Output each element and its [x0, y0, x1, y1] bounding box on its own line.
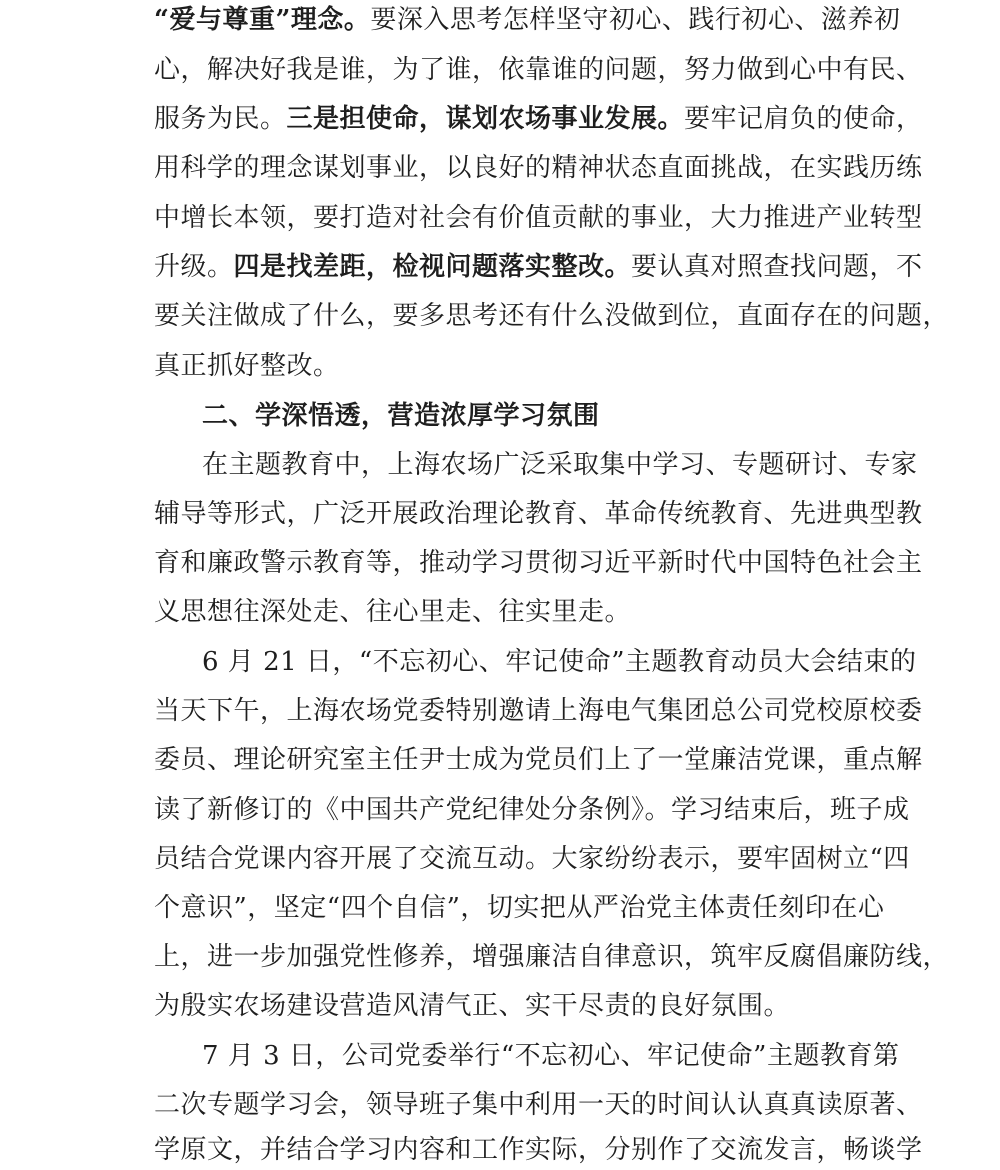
text-run: 要关注做成了什么，要多思考还有什么没做到位，直面存在的问题， — [154, 301, 950, 331]
bold-phrase: 三是担使命，谋划农场事业发展。 — [286, 104, 685, 134]
text-line-12 — [154, 543, 923, 583]
text-line-10 — [202, 445, 918, 485]
text-line-4 — [154, 148, 923, 188]
text-line-18 — [154, 839, 910, 879]
text-run: 心，解决好我是谁，为了谁，依靠谁的问题，努力做到心中有民、 — [154, 55, 923, 85]
text-run: 读了新修订的《中国共产党纪律处分条例》。学习结束后，班子成 — [154, 795, 910, 825]
text-line-19 — [154, 888, 885, 928]
section-heading — [202, 396, 600, 436]
text-line-5 — [154, 198, 923, 238]
text-run: 辅导等形式，广泛开展政治理论教育、革命传统教育、先进典型教 — [154, 499, 923, 529]
text-run: 要深入思考怎样坚守初心、践行初心、滋养初 — [370, 5, 901, 35]
text-line-24 — [154, 1130, 923, 1170]
text-run: 二次专题学习会，领导班子集中利用一天的时间认认真真读原著、 — [154, 1090, 923, 1120]
text-run: 中增长本领，要打造对社会有价值贡献的事业，大力推进产业转型 — [154, 203, 923, 233]
text-line-3 — [154, 99, 923, 139]
text-line-8 — [154, 346, 854, 386]
text-run: 育和廉政警示教育等，推动学习贯彻习近平新时代中国特色社会主 — [154, 548, 923, 578]
text-run: 在主题教育中，上海农场广泛采取集中学习、专题研讨、专家 — [202, 450, 918, 480]
text-line-22 — [202, 1036, 900, 1076]
text-run: 升级。 — [154, 252, 234, 282]
text-run: 上，进一步加强党性修养，增强廉洁自律意识，筑牢反腐倡廉防线， — [154, 942, 950, 972]
text-line-6 — [154, 247, 923, 287]
text-run: 要认真对照查找问题，不 — [631, 252, 923, 282]
bold-phrase: 四是找差距，检视问题落实整改。 — [233, 252, 632, 282]
text-run: 委员、理论研究室主任尹士成为党员们上了一堂廉洁党课，重点解 — [154, 745, 923, 775]
text-line-21 — [154, 986, 854, 1026]
text-run: 为殷实农场建设营造风清气正、实干尽责的良好氛围。 — [154, 991, 791, 1021]
text-line-23 — [154, 1085, 923, 1125]
heading-text: 二、学深悟透，营造浓厚学习氛围 — [202, 401, 600, 431]
text-run: 个意识”，坚定“四个自信”，切实把从严治党主体责任刻印在心 — [154, 893, 885, 923]
text-run: 7 月 3 日，公司党委举行“不忘初心、牢记使命”主题教育第 — [202, 1041, 900, 1071]
text-run: 真正抓好整改。 — [154, 351, 340, 381]
bold-phrase: “爱与尊重”理念。 — [154, 5, 371, 35]
text-run: 义思想往深处走、往心里走、往实里走。 — [154, 597, 632, 627]
text-line-1 — [154, 0, 901, 40]
text-run: 员结合党课内容开展了交流互动。大家纷纷表示，要牢固树立“四 — [154, 844, 910, 874]
text-line-7 — [154, 296, 950, 336]
text-line-13 — [154, 592, 854, 632]
text-run: 服务为民。 — [154, 104, 287, 134]
text-run: 6 月 21 日，“不忘初心、牢记使命”主题教育动员大会结束的 — [202, 647, 917, 677]
text-run: 当天下午，上海农场党委特别邀请上海电气集团总公司党校原校委 — [154, 696, 923, 726]
text-run: 用科学的理念谋划事业，以良好的精神状态直面挑战，在实践历练 — [154, 153, 923, 183]
text-line-11 — [154, 494, 923, 534]
text-line-17 — [154, 790, 910, 830]
text-run: 学原文，并结合学习内容和工作实际，分别作了交流发言，畅谈学 — [154, 1135, 923, 1165]
text-run: 要牢记肩负的使命， — [684, 104, 923, 134]
text-line-20 — [154, 937, 950, 977]
text-line-2 — [154, 50, 923, 90]
text-line-16 — [154, 740, 923, 780]
text-line-14 — [202, 642, 917, 682]
text-line-15 — [154, 691, 923, 731]
